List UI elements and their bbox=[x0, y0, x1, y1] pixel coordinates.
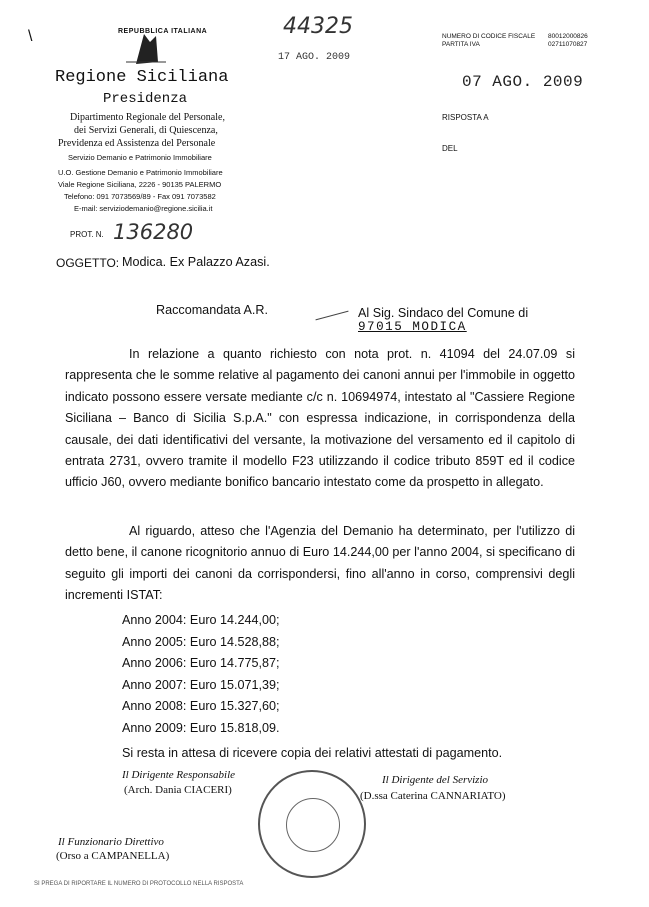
right-signature-name: (D.ssa Caterina CANNARIATO) bbox=[360, 790, 506, 802]
subject-text: Modica. Ex Palazzo Azasi. bbox=[122, 255, 270, 269]
paragraph-2-text: Al riguardo, atteso che l'Agenzia del Demanio ha determinato, per l'utilizzo di detto bene, il canone ricognitorio annuo di Euro 14.244,00 per l'anno 2004, si specificano di seguito gli importi dei canoni da corrispondersi, fino all'anno in corso, comprensivi degli incrementi ISTAT: bbox=[65, 524, 575, 603]
stamp-emblem-icon bbox=[286, 798, 340, 852]
official-stamp bbox=[258, 770, 366, 878]
service-line-4: Telefono: 091 7073569/89 - Fax 091 7073582 bbox=[64, 192, 216, 201]
bottom-signature-title: Il Funzionario Direttivo bbox=[58, 836, 164, 848]
service-line-1: Servizio Demanio e Patrimonio Immobiliare bbox=[68, 153, 212, 162]
handwritten-protocol-number: 44325 bbox=[283, 14, 353, 39]
corner-mark: \ bbox=[28, 28, 33, 45]
list-item: Anno 2004: Euro 14.244,00; bbox=[122, 613, 280, 627]
list-item: Anno 2005: Euro 14.528,88; bbox=[122, 634, 280, 649]
bottom-signature-name: (Orso a CAMPANELLA) bbox=[56, 850, 170, 862]
service-line-2: U.O. Gestione Demanio e Patrimonio Immobiliare bbox=[58, 168, 223, 177]
left-signature-name: (Arch. Dania CIACERI) bbox=[124, 784, 232, 796]
received-date-stamp: 17 AGO. 2009 bbox=[278, 52, 351, 63]
sent-date-stamp: 07 AGO. 2009 bbox=[462, 73, 584, 91]
protocol-label: PROT. N. bbox=[70, 230, 104, 239]
list-item: Anno 2008: Euro 15.327,60; bbox=[122, 699, 280, 713]
protocol-number: 136280 bbox=[113, 220, 194, 244]
presidency-title: Presidenza bbox=[103, 91, 188, 107]
region-emblem bbox=[116, 32, 176, 66]
recipient-line-1: Al Sig. Sindaco del Comune di bbox=[358, 306, 529, 320]
vat-label: PARTITA IVA bbox=[442, 41, 480, 48]
list-item: Anno 2006: Euro 14.775,87; bbox=[122, 656, 280, 670]
list-item: Anno 2009: Euro 15.818,09. bbox=[122, 720, 280, 735]
service-line-3: Viale Regione Siciliana, 2226 - 90135 PALERMO bbox=[58, 180, 222, 189]
list-item: Anno 2007: Euro 15.071,39; bbox=[122, 677, 280, 692]
department-line-3: Previdenza ed Assistenza del Personale bbox=[58, 138, 216, 149]
footer-note: SI PREGA DI RIPORTARE IL NUMERO DI PROTOCOLLO NELLA RISPOSTA bbox=[34, 881, 244, 887]
amounts-list bbox=[122, 610, 280, 739]
subject-label: OGGETTO: bbox=[56, 256, 120, 270]
republic-label: REPUBBLICA ITALIANA bbox=[118, 28, 208, 35]
body-paragraph-2 bbox=[65, 521, 575, 607]
paragraph-1-text: In relazione a quanto richiesto con nota prot. n. 41094 del 24.07.09 si rappresenta che le somme relative al pagamento dei canoni annui per l'immobile in oggetto indicato possono essere versate mediante c/c n. 10694974, intestato al "Cassiere Regione Siciliana – Banco di Sicilia S.p.A." con espressa indicazione, in corrispondenza della causale, dei dati identificativi del versante, la motivazione del versamento ed il capitolo di entrata 2731, ovvero tramite il modello F23 utilizzando il codice tributo 859T ed il codice ufficio J60, ovvero mediante bonifico bancario intestato come da prospetto in allegato. bbox=[65, 347, 575, 490]
service-line-5: E-mail: serviziodemanio@regione.sicilia.it bbox=[74, 204, 213, 213]
department-line-1: Dipartimento Regionale del Personale, bbox=[70, 112, 225, 123]
region-name: Regione Siciliana bbox=[55, 68, 229, 87]
fiscal-code-value: 80012000826 bbox=[548, 33, 588, 40]
recipient-pointer bbox=[315, 311, 348, 321]
emblem-icon bbox=[116, 32, 176, 66]
fiscal-code-label: NUMERO DI CODICE FISCALE bbox=[442, 33, 536, 40]
reply-label: RISPOSTA A bbox=[442, 113, 489, 122]
right-signature-title: Il Dirigente del Servizio bbox=[382, 774, 489, 786]
recipient-line-2: 97015 MODICA bbox=[358, 320, 467, 334]
department-line-2: dei Servizi Generali, di Quiescenza, bbox=[74, 125, 218, 136]
vat-value: 02711070827 bbox=[548, 41, 588, 48]
closing-text: Si resta in attesa di ricevere copia dei relativi attestati di pagamento. bbox=[122, 746, 503, 760]
body-paragraph-1 bbox=[65, 344, 575, 494]
left-signature-title: Il Dirigente Responsabile bbox=[122, 769, 236, 781]
del-label: DEL bbox=[442, 144, 458, 153]
delivery-method: Raccomandata A.R. bbox=[156, 303, 269, 317]
